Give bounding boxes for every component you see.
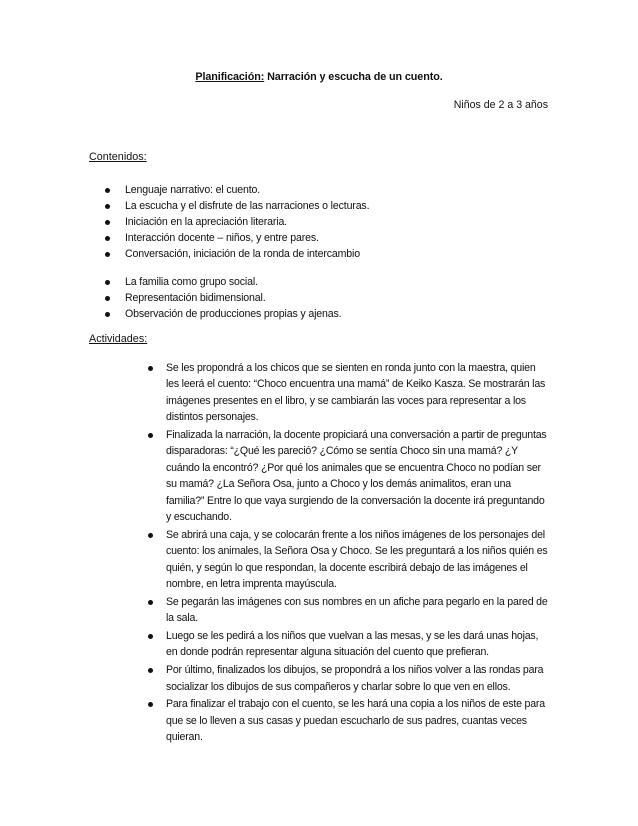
actividades-heading: Actividades: bbox=[89, 333, 148, 345]
list-item: Por último, finalizados los dibujos, se propondrá a los niños volver a las rondas para socializar los dibujos de sus compañeros y charlar sobre lo que ven en ellos. bbox=[148, 662, 548, 695]
bullet-icon bbox=[105, 252, 110, 257]
bullet-icon bbox=[148, 600, 153, 605]
bullet-icon bbox=[105, 220, 110, 225]
list-item: Se abrirá una caja, y se colocarán frente a los niños imágenes de los personajes del cuento: los animales, la Señora Osa y Choco. Se les preguntará a los niños quién es quién, y según lo que respondan, la docente escribirá debajo de las imágenes el nombre, en letra imprenta mayúscula. bbox=[148, 527, 548, 593]
audience-label: Niños de 2 a 3 años bbox=[453, 99, 548, 111]
list-item: Conversación, iniciación de la ronda de intercambio bbox=[89, 246, 369, 262]
title-label: Planificación: bbox=[195, 71, 265, 83]
bullet-icon bbox=[105, 296, 110, 301]
list-item: Para finalizar el trabajo con el cuento, se les hará una copia a los niños de este para que se lo lleven a sus casas y puedan escucharlo de sus padres, cuantas veces quieran. bbox=[148, 696, 548, 745]
list-item: Representación bidimensional. bbox=[89, 290, 341, 306]
bullet-icon bbox=[148, 668, 153, 673]
list-item: Finalizada la narración, la docente propiciará una conversación a partir de preguntas disparadoras: “¿Qué les pareció? ¿Cómo se sentía Choco sin una mamá? ¿Y cuándo la encontró? ¿Por qué los animales que se encuentra Choco no podían ser su mamá? ¿La Señora Osa, junto a Choco y los demás animalitos, eran una familia?” Entre lo que vaya surgiendo de la conversación la docente irá preguntando y escuchando. bbox=[148, 427, 548, 525]
list-item: Interacción docente – niños, y entre pares. bbox=[89, 230, 369, 246]
list-item: Observación de producciones propias y ajenas. bbox=[89, 306, 341, 322]
list-item: Se les propondrá a los chicos que se sienten en ronda junto con la maestra, quien les leerá el cuento: “Choco encuentra una mamá” de Keiko Kasza. Se mostrarán las imágenes presentes en el libro, y se cambiarán las voces para representar a los distintos personajes. bbox=[148, 360, 548, 426]
list-item: Iniciación en la apreciación literaria. bbox=[89, 214, 369, 230]
bullet-icon bbox=[105, 204, 110, 209]
bullet-icon bbox=[105, 312, 110, 317]
actividades-list bbox=[148, 360, 548, 747]
bullet-icon bbox=[148, 366, 153, 371]
title-text: Narración y escucha de un cuento. bbox=[264, 71, 443, 83]
list-item: Se pegarán las imágenes con sus nombres en un afiche para pegarlo en la pared de la sala. bbox=[148, 594, 548, 627]
bullet-icon bbox=[105, 280, 110, 285]
bullet-icon bbox=[148, 533, 153, 538]
contenidos-heading: Contenidos: bbox=[89, 151, 147, 163]
contenidos-list-2 bbox=[89, 274, 341, 322]
list-item: La familia como grupo social. bbox=[89, 274, 341, 290]
contenidos-list-1 bbox=[89, 182, 369, 262]
bullet-icon bbox=[148, 702, 153, 707]
document-title bbox=[0, 71, 638, 83]
list-item: Luego se les pedirá a los niños que vuelvan a las mesas, y se les dará unas hojas, en donde podrán representar alguna situación del cuento que prefieran. bbox=[148, 628, 548, 661]
bullet-icon bbox=[105, 236, 110, 241]
bullet-icon bbox=[105, 188, 110, 193]
list-item: La escucha y el disfrute de las narraciones o lecturas. bbox=[89, 198, 369, 214]
list-item: Lenguaje narrativo: el cuento. bbox=[89, 182, 369, 198]
bullet-icon bbox=[148, 433, 153, 438]
bullet-icon bbox=[148, 634, 153, 639]
